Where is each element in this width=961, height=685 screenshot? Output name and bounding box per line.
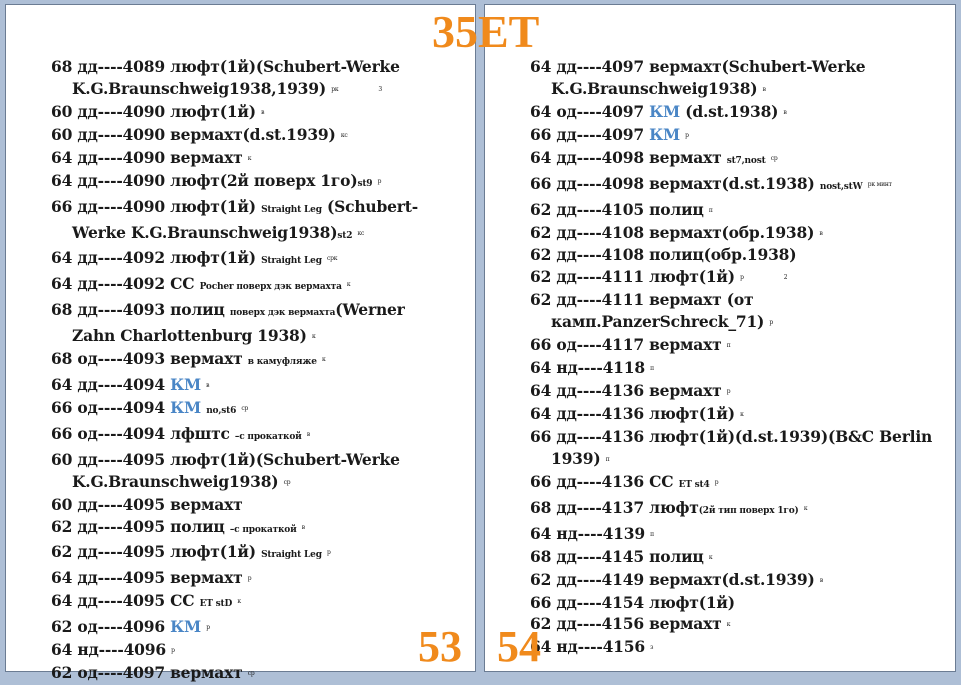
km-label: КМ — [649, 124, 680, 144]
list-item: 64 дд----4090 люфт(2й поверх 1го)st9 р — [51, 170, 382, 190]
list-item: 62 дд----4111 люфт(1й) р 2 — [530, 267, 788, 287]
right-page-lines — [530, 56, 955, 659]
list-item: 62 дд----4095 люфт(1й) Straight Leg р — [51, 542, 331, 562]
list-item: 60 дд----4095 вермахт — [51, 494, 243, 514]
list-item: 64 дд----4092 люфт(1й) Straight Leg срк — [51, 248, 338, 268]
list-item: 62 од----4097 вермахт ср — [51, 663, 255, 683]
list-item: 60 дд----4090 люфт(1й) в — [51, 101, 265, 121]
list-item: K.G.Braunschweig1938,1939) рк 3 — [72, 78, 383, 98]
list-item: 62 од----4096 КМ р — [51, 617, 210, 637]
list-item: 64 дд----4095 СС ET stD к — [51, 591, 241, 611]
list-item: 64 дд----4090 вермахт к — [51, 147, 252, 167]
list-item: 62 дд----4105 полиц п — [530, 199, 713, 219]
list-item: 64 дд----4095 вермахт р — [51, 568, 252, 588]
list-item: 64 дд----4136 люфт(1й) к — [530, 404, 744, 424]
km-label: КМ — [649, 101, 680, 121]
list-item: 62 дд----4149 вермахт(d.st.1939) в — [530, 569, 824, 589]
page-number-left: 53 — [418, 622, 462, 671]
list-item: 66 дд----4097 КМ р — [530, 124, 689, 144]
list-item: 62 дд----4108 полиц(обр.1938) — [530, 245, 797, 265]
list-item: 66 дд----4136 СС ET st4 р — [530, 471, 719, 491]
list-item: 66 дд----4154 люфт(1й) — [530, 592, 735, 612]
list-item: 66 од----4094 лфштс –с прокаткой в — [51, 423, 310, 443]
list-item: 68 од----4093 вермахт в камуфляже к — [51, 349, 326, 369]
list-item: 68 дд----4137 люфт(2й тип поверх 1го) к — [530, 497, 808, 517]
list-item: 64 дд----4097 вермахт(Schubert-Werke — [530, 57, 866, 76]
km-label: КМ — [170, 375, 201, 395]
list-item: 64 нд----4156 з — [530, 637, 654, 657]
list-item: 64 нд----4139 п — [530, 523, 654, 543]
list-item: 62 дд----4156 вермахт к — [530, 614, 731, 634]
list-item: 62 дд----4108 вермахт(обр.1938) в — [530, 222, 823, 242]
page-right — [484, 4, 956, 672]
left-page-lines — [51, 56, 475, 685]
list-item: камп.PanzerSchreck_71) р — [551, 312, 774, 332]
list-item: 64 дд----4092 СС Pocher поверх дэк вермахта к — [51, 274, 351, 294]
list-item: 64 нд----4096 р — [51, 640, 175, 660]
km-label: КМ — [170, 397, 201, 417]
list-item: 64 нд----4118 п — [530, 358, 654, 378]
list-item: 60 дд----4090 вермахт(d.st.1939) кс — [51, 124, 348, 144]
header-title: 35ET — [432, 6, 540, 57]
list-item: 64 дд----4136 вермахт р — [530, 381, 731, 401]
page-number-right: 54 — [497, 622, 541, 671]
list-item: 66 дд----4090 люфт(1й) Straight Leg (Schubert- — [51, 196, 418, 216]
list-item: 66 дд----4136 люфт(1й)(d.st.1939)(B&C Berlin — [530, 427, 933, 447]
km-label: КМ — [170, 617, 201, 637]
list-item: K.G.Braunschweig1938) в — [551, 78, 766, 98]
list-item: 66 од----4117 вермахт п — [530, 335, 731, 355]
list-item: 60 дд----4095 люфт(1й)(Schubert-Werke — [51, 449, 400, 469]
page-left — [5, 4, 476, 683]
list-item: Werke K.G.Braunschweig1938)st2 кс — [72, 222, 365, 242]
list-item: 62 дд----4111 вермахт (от — [530, 290, 754, 310]
list-item: 62 дд----4095 полиц –с прокаткой в — [51, 516, 305, 536]
list-item: Zahn Charlottenburg 1938) к — [72, 326, 316, 346]
list-item: K.G.Braunschweig1938) ср — [72, 471, 291, 491]
list-item: 68 дд----4145 полиц к — [530, 546, 713, 566]
list-item: 64 од----4097 КМ (d.st.1938) в — [530, 101, 787, 121]
list-item: 66 дд----4098 вермахт(d.st.1938) nost,stW рк минт — [530, 173, 892, 193]
list-item: 68 дд----4093 полиц поверх дэк вермахта(Werner — [51, 300, 405, 320]
list-item: 1939) п — [551, 448, 610, 468]
list-item: 64 дд----4094 КМ в — [51, 375, 210, 395]
list-item: 66 од----4094 КМ no,st6 ср — [51, 397, 249, 417]
list-item: 64 дд----4098 вермахт st7,nost ср — [530, 147, 778, 167]
list-item: 68 дд----4089 люфт(1й)(Schubert-Werke — [51, 57, 400, 76]
